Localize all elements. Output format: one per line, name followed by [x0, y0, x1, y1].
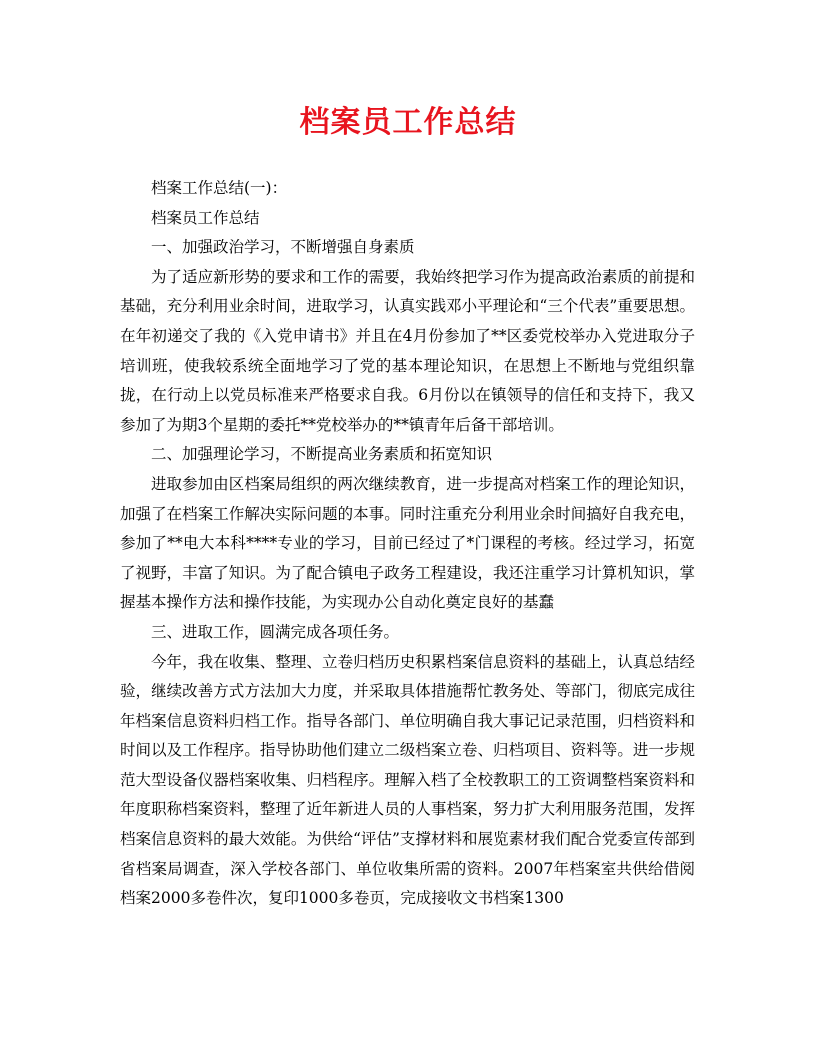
paragraph-work-tasks: 今年，我在收集、整理、立卷归档历史积累档案信息资料的基础上，认真总结经验，继续改善方式方法加大力度，并采取具体措施帮忙教务处、等部门，彻底完成往年档案信息资料归档工作。指导各部门、单位明确自我大事记记录范围，归档资料和时间以及工作程序。指导协助他们建立二级档案立卷、归档项目、资料等。进一步规范大型设备仪器档案收集、归档程序。理解入档了全校教职工的工资调整档案资料和年度职称档案资料，整理了近年新进人员的人事档案，努力扩大利用服务范围，发挥档案信息资料的最大效能。为供给“评估”支撑材料和展览素材我们配合党委宣传部到省档案局调查，深入学校各部门、单位收集所需的资料。2007年档案室共供给借阅档案2000多卷件次，复印1000多卷页，完成接收文书档案1300: [120, 652, 695, 908]
section-heading-archivist-summary: 档案员工作总结: [151, 208, 260, 227]
document-title: 档案员工作总结: [299, 105, 517, 140]
section-heading-theory-study: 二、加强理论学习，不断提高业务素质和拓宽知识: [151, 445, 493, 464]
paragraph-theory-study: 进取参加由区档案局组织的两次继续教育，进一步提高对档案工作的理论知识，加强了在档案工作解决实际问题的本事。同时注重充分利用业余时间搞好自我充电，参加了**电大本科****专业的学习，目前已经过了*门课程的考核。经过学习，拓宽了视野，丰富了知识。为了配合镇电子政务工程建设，我还注重学习计算机知识，掌握基本操作方法和操作技能，为实现办公自动化奠定良好的基蠢: [120, 474, 695, 612]
section-heading-work-tasks: 三、进取工作，圆满完成各项任务。: [151, 622, 400, 641]
section-heading-summary-one: 档案工作总结(一)：: [151, 179, 288, 197]
paragraph-political-study: 为了适应新形势的要求和工作的需要，我始终把学习作为提高政治素质的前提和基础，充分利用业余时间，进取学习，认真实践邓小平理论和“三个代表”重要思想。在年初递交了我的《入党申请书》并且在4月份参加了**区委党校举办入党进取分子培训班，使我较系统全面地学习了党的基本理论知识，在思想上不断地与党组织靠拢，在行动上以党员标准来严格要求自我。6月份以在镇领导的信任和支持下，我又参加了为期3个星期的委托**党校举办的**镇青年后备干部培训。: [120, 267, 695, 434]
document-body: [120, 174, 695, 914]
section-heading-political-study: 一、加强政治学习，不断增强自身素质: [151, 238, 415, 257]
